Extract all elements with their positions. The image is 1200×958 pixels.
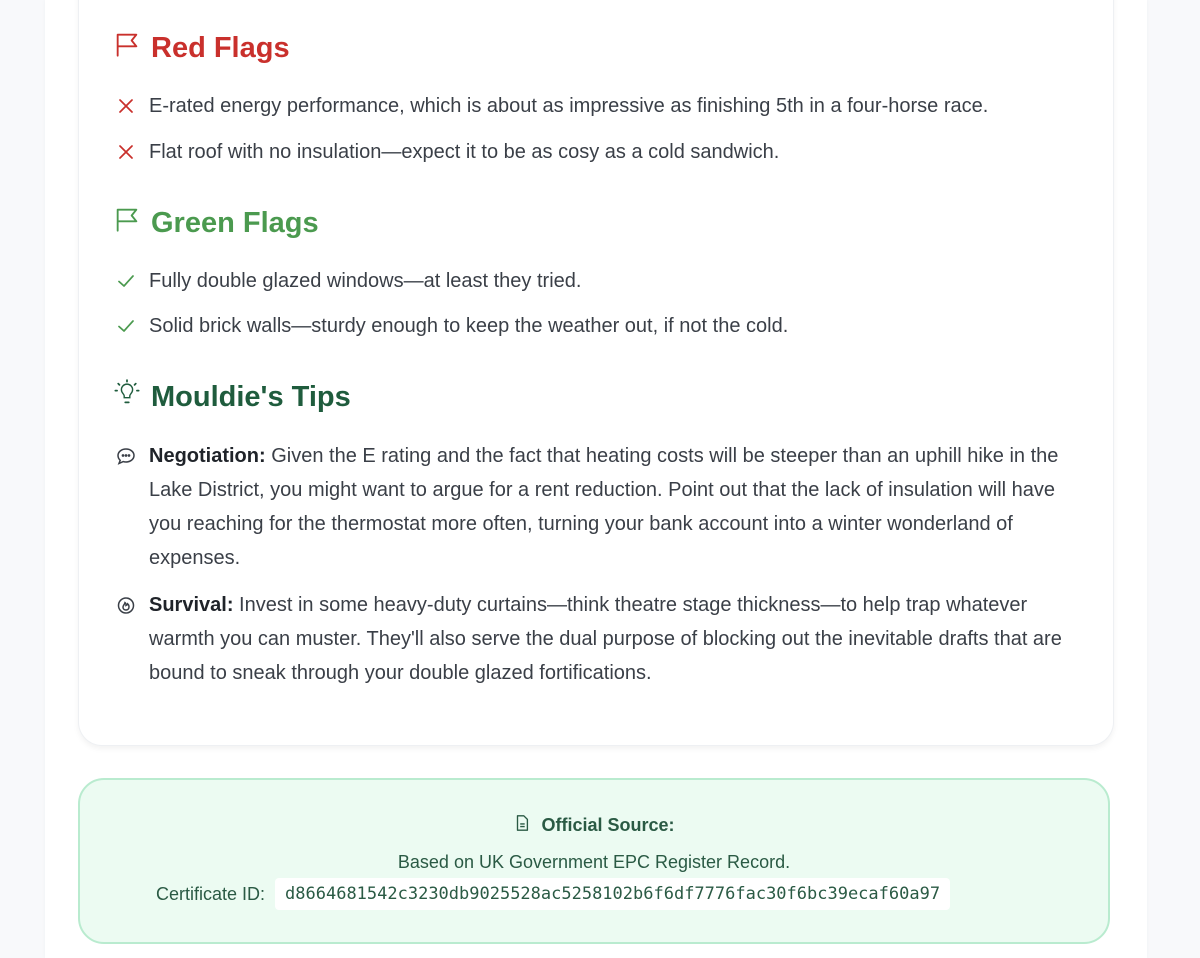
chat-bubble-icon [113, 439, 139, 473]
page-container [45, 0, 1147, 958]
red-flags-heading: Red Flags [113, 30, 290, 66]
official-source-panel [78, 778, 1110, 944]
check-icon [113, 264, 139, 298]
green-flags-heading: Green Flags [113, 205, 319, 241]
tips-heading: Mouldie's Tips [113, 379, 351, 415]
lightbulb-icon [113, 379, 141, 415]
flame-icon [113, 588, 139, 622]
source-description: Based on UK Government EPC Register Record. [397, 852, 791, 872]
red-flag-item: E-rated energy performance, which is about as impressive as finishing 5th in a four-horse race. [113, 89, 1073, 123]
green-flag-item: Solid brick walls—sturdy enough to keep the weather out, if not the cold. [113, 309, 1073, 343]
certificate-id[interactable]: d8664681542c3230db9025528ac5258102b6f6df7776fac30f6bc39ecaf60a97 [275, 878, 950, 910]
certificate-label: Certificate ID: [156, 883, 266, 904]
green-flag-item: Fully double glazed windows—at least they tried. [113, 264, 1073, 298]
cross-icon [113, 89, 139, 123]
certificate-row [156, 878, 950, 910]
report-card [78, 0, 1114, 746]
red-flag-item: Flat roof with no insulation—expect it to be as cosy as a cold sandwich. [113, 135, 1073, 169]
flag-icon [113, 205, 141, 241]
flag-icon [113, 30, 141, 66]
tip-negotiation: Negotiation: Given the E rating and the fact that heating costs will be steeper than an uphill hike in the Lake District, you might want to argue for a rent reduction. Point out that the lack of insulation will have you reaching for the thermostat more often, turning your bank account into a winter wonderland of expenses. [113, 439, 1073, 575]
document-icon [513, 814, 531, 837]
official-source-heading: Official Source: [80, 814, 1108, 837]
check-icon [113, 309, 139, 343]
tip-survival: Survival: Invest in some heavy-duty curtains—think theatre stage thickness—to help trap whatever warmth you can muster. They'll also serve the dual purpose of blocking out the inevitable drafts that are bound to sneak through your double glazed fortifications. [113, 588, 1073, 690]
cross-icon [113, 135, 139, 169]
